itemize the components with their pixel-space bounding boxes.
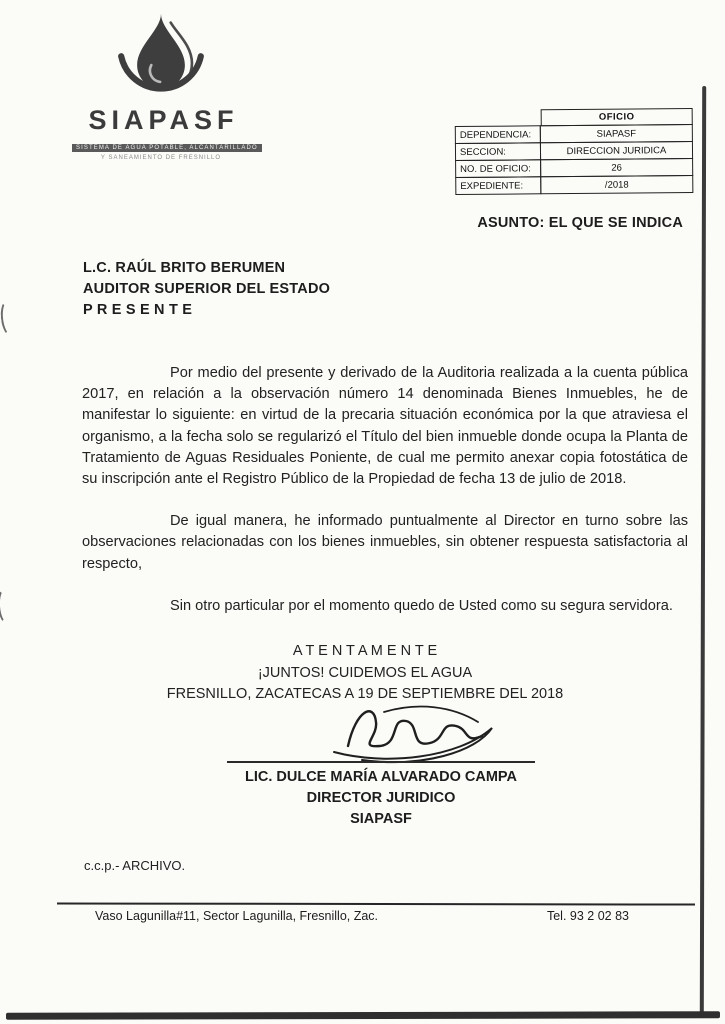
signature-icon bbox=[326, 694, 504, 768]
siapasf-logo bbox=[72, 12, 258, 161]
ccp-line: c.c.p.- ARCHIVO. bbox=[84, 858, 186, 873]
table-row bbox=[455, 176, 693, 195]
oficio-label-dependencia: DEPENDENCIA: bbox=[455, 125, 541, 144]
footer bbox=[57, 909, 695, 923]
body-paragraph-3: Sin otro particular por el momento quedo de Usted como su segura servidora. bbox=[170, 597, 673, 614]
footer-address: Vaso Lagunilla#11, Sector Lagunilla, Fresnillo, Zac. bbox=[95, 909, 379, 923]
signer-name: LIC. DULCE MARÍA ALVARADO CAMPA bbox=[245, 769, 517, 785]
scan-mark-left-lower bbox=[0, 587, 15, 624]
oficio-label-no-oficio: NO. DE OFICIO: bbox=[455, 159, 541, 178]
oficio-value-dependencia: SIAPASF bbox=[540, 124, 693, 143]
oficio-table bbox=[455, 108, 694, 195]
footer-divider bbox=[57, 902, 695, 905]
slogan-line: ¡JUNTOS! CUIDEMOS EL AGUA bbox=[257, 664, 473, 681]
handwritten-signature bbox=[326, 694, 504, 768]
signer-org: SIAPASF bbox=[350, 811, 412, 827]
brand-wordmark: SIAPASF bbox=[88, 105, 239, 135]
brand-tagline-2: Y SANEAMIENTO DE FRESNILLO bbox=[100, 155, 222, 161]
oficio-value-expediente: /2018 bbox=[540, 175, 693, 194]
signer-title: DIRECTOR JURIDICO bbox=[306, 790, 456, 806]
brand-tagline-1: SISTEMA DE AGUA POTABLE, ALCANTARILLADO bbox=[72, 144, 262, 152]
oficio-label-seccion: SECCION: bbox=[455, 142, 541, 161]
recipient-title: AUDITOR SUPERIOR DEL ESTADO bbox=[83, 281, 331, 297]
water-drop-icon bbox=[102, 12, 220, 104]
recipient-block bbox=[83, 258, 330, 321]
scan-edge-shadow-right bbox=[700, 86, 706, 1018]
oficio-label-expediente: EXPEDIENTE: bbox=[455, 176, 541, 195]
place-date-line: FRESNILLO, ZACATECAS A 19 DE SEPTIEMBRE DEL 2018 bbox=[166, 686, 564, 702]
oficio-value-no-oficio: 26 bbox=[540, 158, 693, 177]
oficio-value-seccion: DIRECCION JURIDICA bbox=[540, 141, 693, 160]
recipient-presente: P R E S E N T E bbox=[83, 302, 193, 318]
atentamente-line: A T E N T A M E N T E bbox=[292, 643, 438, 659]
body-paragraph-1: Por medio del presente y derivado de la Auditoria realizada a la cuenta pública 2017, en relación a la observación número 14 denominada Bienes Inmuebles, he de manifestar lo siguiente: en virtud de la precaria situación económica por la que atraviesa el organismo, a la fecha solo se regularizó el Título del bien inmueble donde ocupa la Planta de Tratamiento de Aguas Residuales Poniente, de cual me permito anexar copia fotostática de su inscripción ante el Registro Público de la Propiedad de fecha 13 de julio de 2018. bbox=[82, 365, 688, 488]
body-paragraph-2: De igual manera, he informado puntualmente al Director en turno sobre las observaciones relacionadas con los bienes inmuebles, sin obtener respuesta satisfactoria al respecto, bbox=[82, 513, 688, 572]
scan-mark-left-upper bbox=[0, 299, 19, 336]
footer-phone: Tel. 93 2 02 83 bbox=[546, 909, 629, 923]
scan-edge-shadow-bottom bbox=[6, 1011, 720, 1019]
subject-line: ASUNTO: EL QUE SE INDICA bbox=[477, 215, 683, 231]
signer-block bbox=[227, 761, 535, 830]
recipient-name: L.C. RAÚL BRITO BERUMEN bbox=[83, 260, 286, 276]
oficio-table-title: OFICIO bbox=[541, 108, 693, 126]
letter-body bbox=[82, 363, 688, 617]
